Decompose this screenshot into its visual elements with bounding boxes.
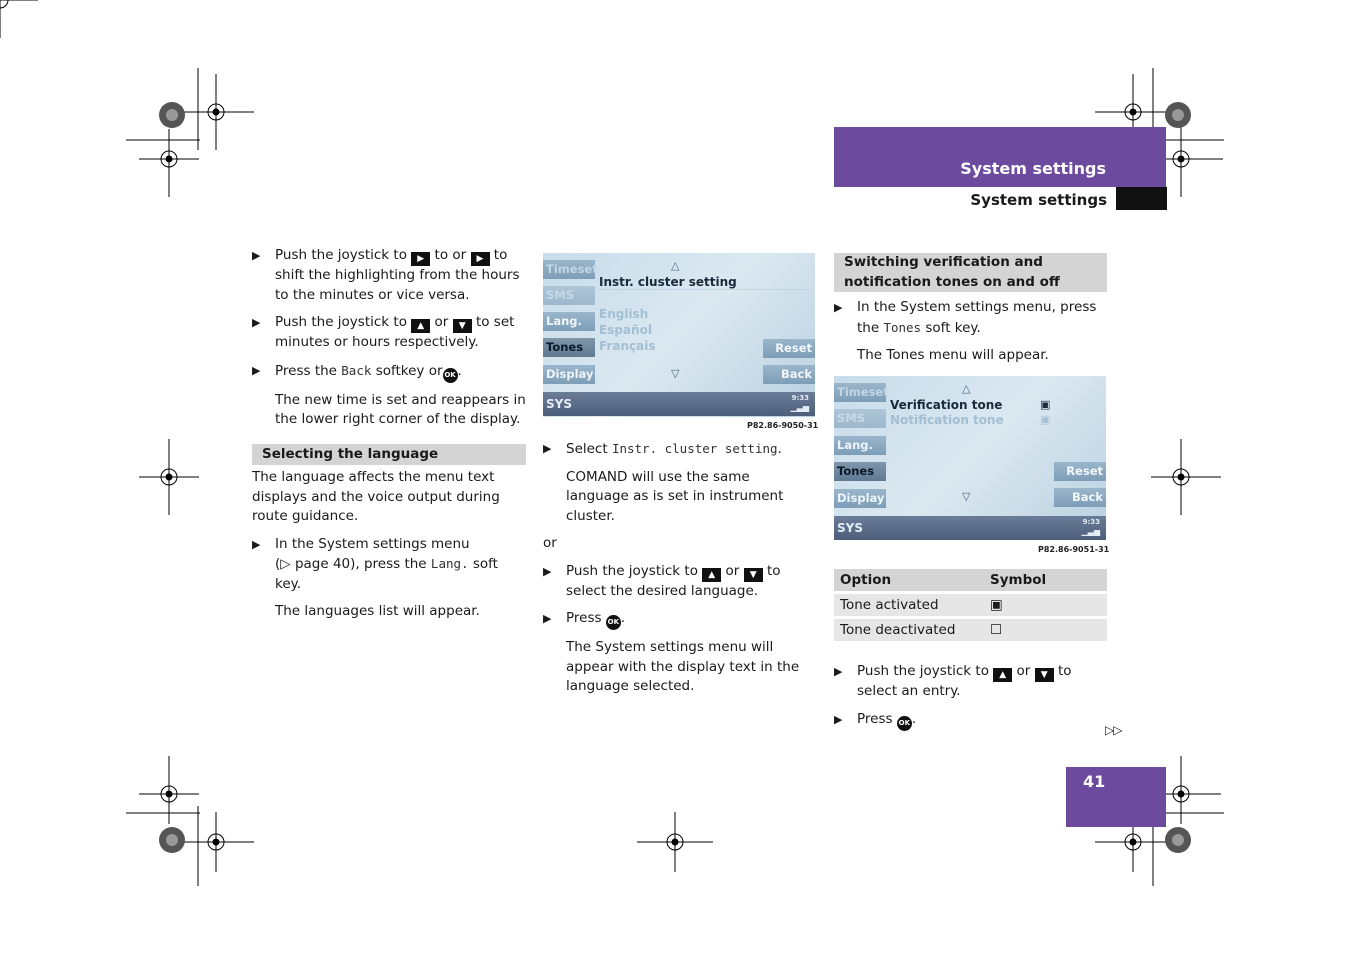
status-clock: 9:33 (791, 394, 809, 402)
scroll-down-icon: ▽ (671, 367, 680, 380)
table-cell: Tone activated (834, 594, 984, 616)
softkey-back: Back (1054, 488, 1106, 507)
bullet-arrow-icon: ▶ (543, 564, 552, 578)
joystick-down-icon: ▼ (1035, 668, 1054, 682)
step: ▶ Push the joystick to ▲ or ▼ to select the desired language. (543, 562, 781, 599)
page-number (1066, 767, 1166, 827)
language-list (599, 306, 655, 354)
tone-item-notification: Notification tone (890, 413, 1004, 427)
status-sys: SYS (837, 521, 863, 535)
menu-title: Instr. cluster setting (599, 275, 737, 289)
signal-strength-icon: ▁▃▅ (790, 403, 809, 412)
step: ▶ Select Instr. cluster setting. (543, 441, 782, 457)
step: ▶ In the System settings menu, press the Tones soft key. (834, 299, 1097, 336)
step: ▶ Push the joystick to ▲ or ▼ to select an entry. (834, 663, 1072, 699)
softkey-name: Back (341, 362, 372, 378)
paragraph: The language affects the menu text displays and the voice output during route guidance. (252, 469, 500, 524)
scroll-up-icon: △ (671, 259, 680, 272)
checkbox-checked-icon: ▣ (1040, 398, 1051, 411)
step: ▶ In the System settings menu (▷ page 40), press the Lang. soft key. (252, 535, 498, 592)
step-note: The languages list will appear. (275, 603, 480, 619)
scroll-down-icon: ▽ (962, 490, 971, 503)
bullet-arrow-icon: ▶ (252, 249, 261, 262)
column-3 (834, 253, 1107, 374)
table-cell: ▣ (984, 594, 1107, 616)
status-bar (834, 516, 1106, 540)
joystick-up-icon: ▲ (411, 319, 430, 333)
column-2 (543, 439, 815, 705)
continue-marker: ▷▷ (1105, 723, 1122, 737)
signal-strength-icon: ▁▃▅ (1081, 527, 1100, 536)
softkey-lang: Lang. (543, 312, 595, 331)
divider (599, 289, 809, 290)
joystick-up-icon: ▲ (993, 668, 1012, 682)
column-header: Option (834, 569, 984, 591)
softkey-reset: Reset (1054, 462, 1106, 481)
checkbox-checked-icon: ▣ (1040, 413, 1051, 426)
step: ▶ Push the joystick to ▶ to or ▶ to shift the highlighting from the hours to the minutes or vice versa. (252, 247, 520, 303)
table-header-row (834, 569, 1107, 591)
bullet-arrow-icon: ▶ (834, 665, 843, 678)
status-clock: 9:33 (1082, 518, 1100, 526)
status-sys: SYS (546, 397, 572, 411)
section-heading: Switching verification and notification tones on and off (834, 253, 1107, 292)
step: ▶ Press OK . (543, 609, 815, 630)
ok-button-icon: OK (443, 368, 458, 383)
header-title (834, 127, 1166, 187)
language-item: Español (599, 323, 652, 337)
figure-caption: P82.86-9051-31 (1038, 545, 1110, 554)
table-row (834, 594, 1107, 616)
bullet-arrow-icon: ▶ (252, 316, 261, 329)
softkey-tones: Tones (543, 338, 595, 357)
column-3-lower (834, 662, 1107, 739)
ok-button-icon: OK (897, 716, 912, 731)
step: ▶ Press OK . (834, 710, 1107, 731)
softkey-display: Display (834, 489, 886, 508)
bullet-arrow-icon: ▶ (834, 712, 843, 726)
tone-item-verification: Verification tone (890, 398, 1003, 412)
step: ▶ Press the Back softkey or OK . (252, 361, 526, 383)
scroll-up-icon: △ (962, 382, 971, 395)
softkey-sms: SMS (834, 409, 886, 428)
softkey-timeset: Timeset (543, 260, 595, 279)
header-black-tab (1116, 187, 1167, 210)
step-note: The new time is set and reappears in the lower right corner of the display. (275, 391, 526, 427)
status-bar (543, 392, 815, 416)
step-note: The Tones menu will appear. (857, 347, 1049, 363)
joystick-right-icon: ▶ (471, 252, 490, 266)
softkey-back: Back (763, 365, 815, 384)
softkey-name: Lang. (430, 556, 469, 571)
figure-caption: P82.86-9050-31 (747, 421, 819, 430)
menu-item-name: Instr. cluster setting (611, 441, 778, 456)
joystick-down-icon: ▼ (453, 319, 472, 333)
or-text: or (543, 535, 557, 551)
tone-symbol-table (834, 566, 1107, 644)
softkey-name: Tones (883, 319, 922, 335)
step-note: COMAND will use the same language as is set in instrument cluster. (566, 468, 784, 524)
display-screenshot-tones (834, 376, 1106, 540)
joystick-down-icon: ▼ (744, 568, 763, 582)
step: ▶ Push the joystick to ▲ or ▼ to set minutes or hours respectively. (252, 314, 515, 350)
column-header: Symbol (984, 569, 1107, 591)
softkey-timeset: Timeset (834, 383, 886, 402)
joystick-up-icon: ▲ (702, 568, 721, 582)
joystick-right-icon: ▶ (411, 252, 430, 266)
ok-button-icon: OK (606, 615, 621, 630)
display-screenshot-language (543, 253, 815, 417)
bullet-arrow-icon: ▶ (252, 363, 261, 377)
language-item: Français (599, 339, 656, 353)
bullet-arrow-icon: ▶ (543, 442, 552, 455)
softkey-lang: Lang. (834, 436, 886, 455)
softkey-sms: SMS (543, 286, 595, 305)
header-title-text: System settings (960, 159, 1106, 178)
softkey-display: Display (543, 365, 595, 384)
bullet-arrow-icon: ▶ (834, 301, 843, 314)
header-subtitle: System settings (970, 191, 1107, 209)
softkey-reset: Reset (763, 339, 815, 358)
column-1 (252, 246, 526, 630)
page-number-text: 41 (1083, 772, 1106, 791)
step-note: The System settings menu will appear with the display text in the language selected. (566, 639, 800, 694)
table-row (834, 619, 1107, 641)
bullet-arrow-icon: ▶ (252, 537, 261, 551)
section-heading: Selecting the language (252, 444, 526, 466)
softkey-tones: Tones (834, 462, 886, 481)
table-cell: Tone deactivated (834, 619, 984, 641)
language-item: English (599, 307, 649, 321)
bullet-arrow-icon: ▶ (543, 612, 552, 625)
table-cell: ☐ (984, 619, 1107, 641)
